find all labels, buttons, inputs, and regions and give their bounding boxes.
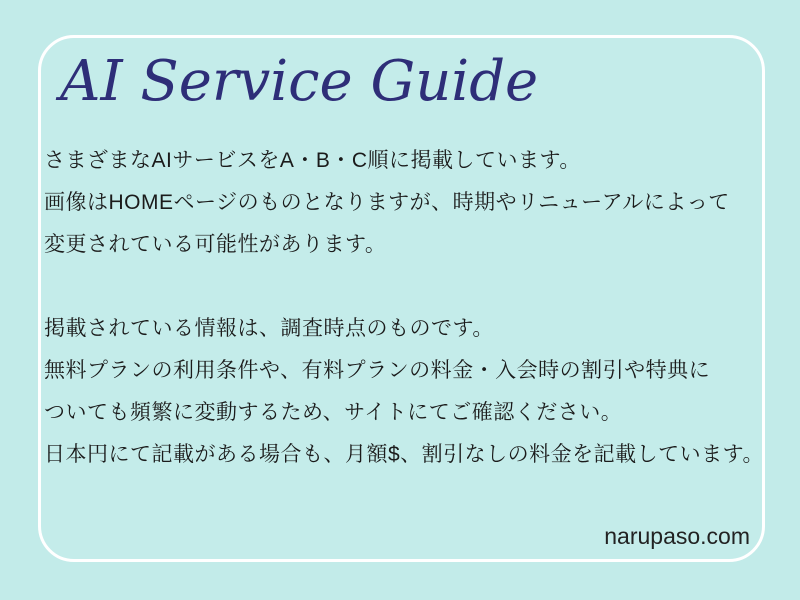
notice-line-2: 無料プランの利用条件や、有料プランの料金・入会時の割引や特典に [44,359,711,382]
notice-paragraph [44,308,764,476]
intro-line-2: 画像はHOMEページのものとなりますが、時期やリニューアルによって [44,191,730,214]
notice-line-3: ついても頻繁に変動するため、サイトにてご確認ください。 [44,401,623,424]
notice-line-1: 掲載されている情報は、調査時点のものです。 [44,317,494,340]
notice-line-4: 日本円にて記載がある場合も、月額$、割引なしの料金を記載しています。 [44,443,764,466]
page-title: AI Service Guide [60,49,539,114]
intro-paragraph [44,140,730,266]
intro-line-3: 変更されている可能性があります。 [44,233,387,256]
intro-line-1: さまざまなAIサービスをA・B・C順に掲載しています。 [44,149,581,172]
site-name: narupaso.com [604,523,750,549]
